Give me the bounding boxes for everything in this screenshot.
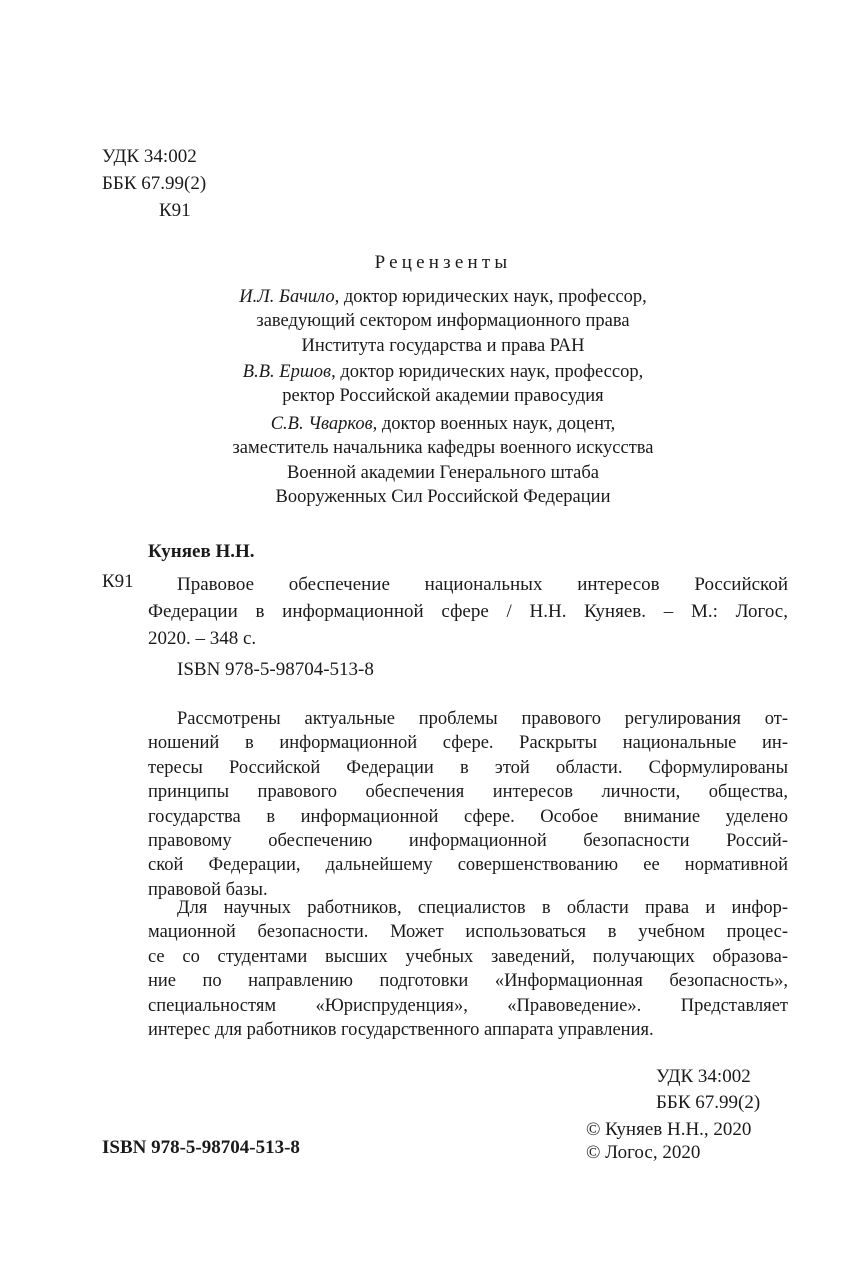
bbk-code: ББК 67.99(2) [656,1092,761,1113]
annotation-line: принципы правового обеспечения интересов личности, общества, [148,782,788,803]
biblio-line: 2020. – 348 с. [148,628,257,649]
bbk-code: ББК 67.99(2) [102,173,207,194]
biblio-line: Федерации в информационной сфере / Н.Н. Куняев. – М.: Логос, [148,601,788,622]
bibliography-code: К91 [102,571,134,592]
annotation-line: мационной безопасности. Может использоваться в учебном процес- [148,922,788,943]
author-sign: К91 [159,200,191,221]
copyright-author: © Куняев Н.Н., 2020 [586,1119,752,1140]
reviewer-position: заместитель начальника кафедры военного искусства [232,438,654,459]
udk-code: УДК 34:002 [656,1066,751,1087]
annotation-line: ской Федерации, дальнейшему совершенствованию ее нормативной [148,855,788,876]
reviewer-name: В.В. Ершов [242,362,332,382]
annotation-line: правовой базы. [148,879,268,900]
annotation-line: интерес для работников государственного аппарата управления. [148,1020,654,1041]
reviewer-entry [0,285,857,358]
udk-code: УДК 34:002 [102,146,197,167]
classification-codes-top [102,146,206,227]
reviewer-institution: Вооруженных Сил Российской Федерации [275,486,611,507]
annotation-line: специальностям «Юриспруденция», «Правоведение». Представляет [148,995,788,1016]
annotation-line: се со студентами высших учебных заведений, получающих образова- [148,946,788,967]
isbn-bottom: ISBN 978-5-98704-513-8 [102,1137,300,1158]
isbn: ISBN 978-5-98704-513-8 [177,659,374,680]
reviewer-institution: Института государства и права РАН [301,335,585,356]
copyright-publisher: © Логос, 2020 [586,1142,701,1163]
reviewer-position: заведующий сектором информационного права [256,311,630,332]
annotation-line: тересы Российской Федерации в этой области. Сформулированы [148,757,788,778]
annotation-line: правовому обеспечению информационной безопасности Россий- [148,831,788,852]
reviewer-name: С.В. Чварков [270,414,373,434]
annotation-line: ношений в информационной сфере. Раскрыты национальные ин- [148,733,788,754]
biblio-line: Правовое обеспечение национальных интересов Российской [177,574,788,595]
annotation-line: ние по направлению подготовки «Информационная безопасность», [148,971,788,992]
reviewer-entry [0,412,857,509]
book-author: Куняев Н.Н. [148,541,255,562]
annotation-line: Рассмотрены актуальные проблемы правового регулирования от- [177,709,788,729]
copyright-block [586,1118,751,1164]
annotation-paragraph [148,896,788,1042]
reviewer-name: И.Л. Бачило [239,287,335,307]
classification-codes-bottom [656,1066,760,1118]
annotation-line: государства в информационной сфере. Особое внимание уделено [148,806,788,827]
reviewer-entry [0,360,857,409]
reviewers-title: Рецензенты [374,252,512,273]
annotation-line: Для научных работников, специалистов в области права и инфор- [177,898,788,918]
reviewer-credentials: , доктор юридических наук, профессор, [334,287,647,307]
reviewer-position: ректор Российской академии правосудия [282,386,604,407]
reviewer-credentials: , доктор военных наук, доцент, [372,414,616,434]
annotation-paragraph [148,707,788,902]
bibliographic-description [148,571,788,652]
reviewer-credentials: , доктор юридических наук, профессор, [331,362,644,382]
reviewer-institution: Военной академии Генерального штаба [287,462,599,483]
